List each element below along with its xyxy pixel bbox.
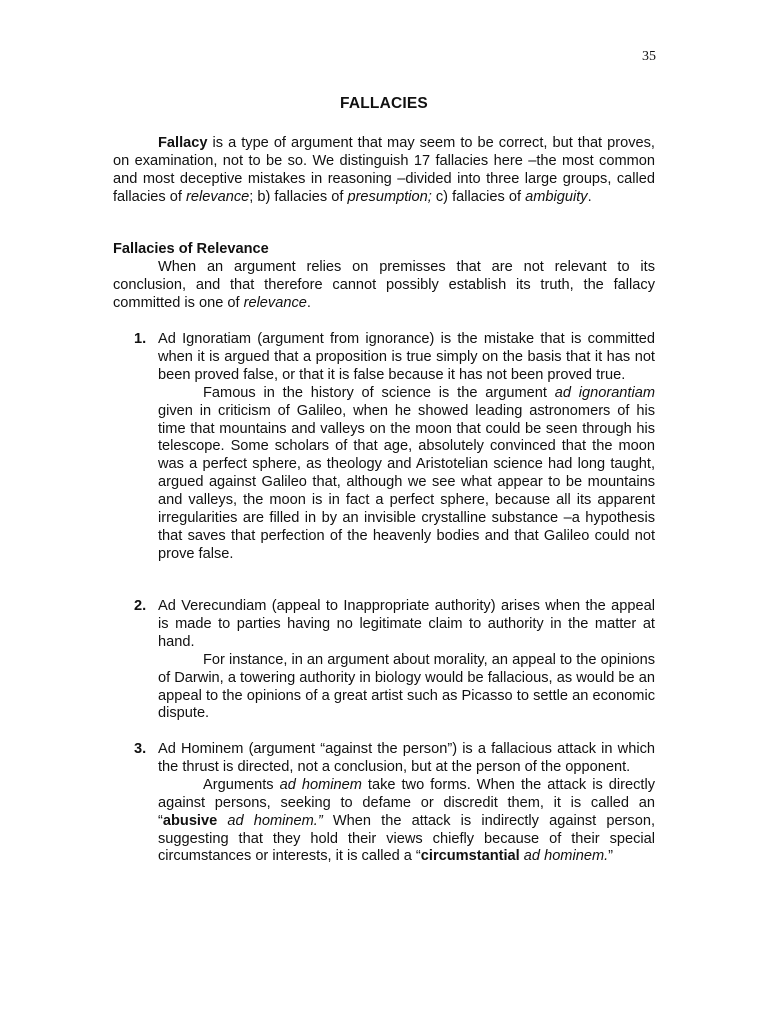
list-item-number: 2. bbox=[134, 598, 147, 614]
list-item bbox=[113, 741, 655, 866]
circumstantial-ad-hominem: ad hominem. bbox=[519, 848, 609, 865]
list-item-example: For instance, in an argument about morality, an appeal to the opinions of Darwin, a towering authority in biology would be fallacious, as would be an appeal to the opinions of a great artist such as Picasso to settle an economic dispute. bbox=[158, 651, 655, 722]
circumstantial-term: circumstantial bbox=[420, 848, 520, 865]
section-heading: Fallacies of Relevance bbox=[113, 241, 269, 257]
forms-term: ad hominem bbox=[279, 776, 362, 793]
list-item-body bbox=[158, 598, 655, 723]
list-item-number: 1. bbox=[134, 331, 147, 347]
abusive-ad-hominem: ad hominem.” bbox=[217, 812, 323, 829]
list-item-definition: Ad Verecundiam (appeal to Inappropriate authority) arises when the appeal is made to parties having no legitimate claim to authority in the matter at hand. bbox=[158, 598, 655, 650]
intro-text-1: is a type of argument that may seem to be correct, but that proves, on examination, not to be so. We distinguish 17 fallacies here –the most common and most deceptive mistakes in reasoning –divided into three large groups, called fallacies of bbox=[113, 135, 655, 205]
list-item-body bbox=[158, 741, 655, 866]
list-item bbox=[113, 331, 655, 564]
list-item-number: 3. bbox=[134, 741, 147, 757]
intro-text-4: . bbox=[587, 188, 592, 205]
example-text-1: Famous in the history of science is the argument bbox=[203, 384, 555, 401]
section-intro-paragraph bbox=[113, 259, 655, 313]
list-item-body bbox=[158, 331, 655, 564]
section-intro-text: When an argument relies on premisses that are not relevant to its conclusion, and that therefore cannot possibly establish its truth, the fallacy committed is one of bbox=[113, 259, 655, 311]
list-item-definition: Ad Ignoratiam (argument from ignorance) is the mistake that is committed when it is argued that a proposition is true simply on the basis that it has not been proved false, or that it is false because it has not been proved true. bbox=[158, 331, 655, 383]
abusive-term: abusive bbox=[162, 812, 218, 829]
example-text-2: given in criticism of Galileo, when he showed leading astronomers of his time that mountains and valleys on the moon that could be seen through his telescope. Some scholars of that age, absolutely convinced that the moon was a perfect sphere, as theology and Aristotelian science had long taught, argued against Galileo that, although we see what appear to be mountains and valleys, the moon is in fact a perfect sphere, because all its apparent irregularities are filled in by an invisible crystalline substance –a hypothesis that saves that perfection of the heavenly bodies and that Galileo could not prove false. bbox=[158, 402, 655, 562]
section-intro-term: relevance bbox=[243, 294, 307, 311]
forms-end: ” bbox=[608, 848, 614, 865]
forms-text-3: When the attack is indirectly against person, suggesting that they hold their views chiefly because of their special circumstances or interests, it is called a “ bbox=[158, 812, 655, 865]
intro-text-3: c) fallacies of bbox=[431, 188, 526, 205]
list-item bbox=[113, 598, 655, 723]
list-item-forms bbox=[158, 777, 655, 867]
fallacy-term: Fallacy bbox=[158, 135, 208, 151]
relevance-term: relevance bbox=[186, 188, 250, 205]
intro-paragraph bbox=[113, 135, 655, 207]
ambiguity-term: ambiguity bbox=[525, 188, 588, 205]
forms-text-1: Arguments bbox=[203, 776, 280, 793]
list-item-definition: Ad Hominem (argument “against the person”) is a fallacious attack in which the thrust is directed, not a conclusion, but at the person of the opponent. bbox=[158, 741, 655, 775]
intro-text-2: ; b) fallacies of bbox=[249, 188, 348, 205]
page-number: 35 bbox=[642, 49, 656, 64]
list-item-example bbox=[158, 385, 655, 564]
presumption-term: presumption; bbox=[347, 188, 432, 205]
page-title: FALLACIES bbox=[340, 95, 428, 112]
forms-text-2: take two forms. When the attack is directly against persons, seeking to defame or discredit them, it is called an “ bbox=[158, 776, 655, 829]
example-term: ad ignorantiam bbox=[554, 384, 655, 401]
section-intro-end: . bbox=[306, 294, 311, 311]
